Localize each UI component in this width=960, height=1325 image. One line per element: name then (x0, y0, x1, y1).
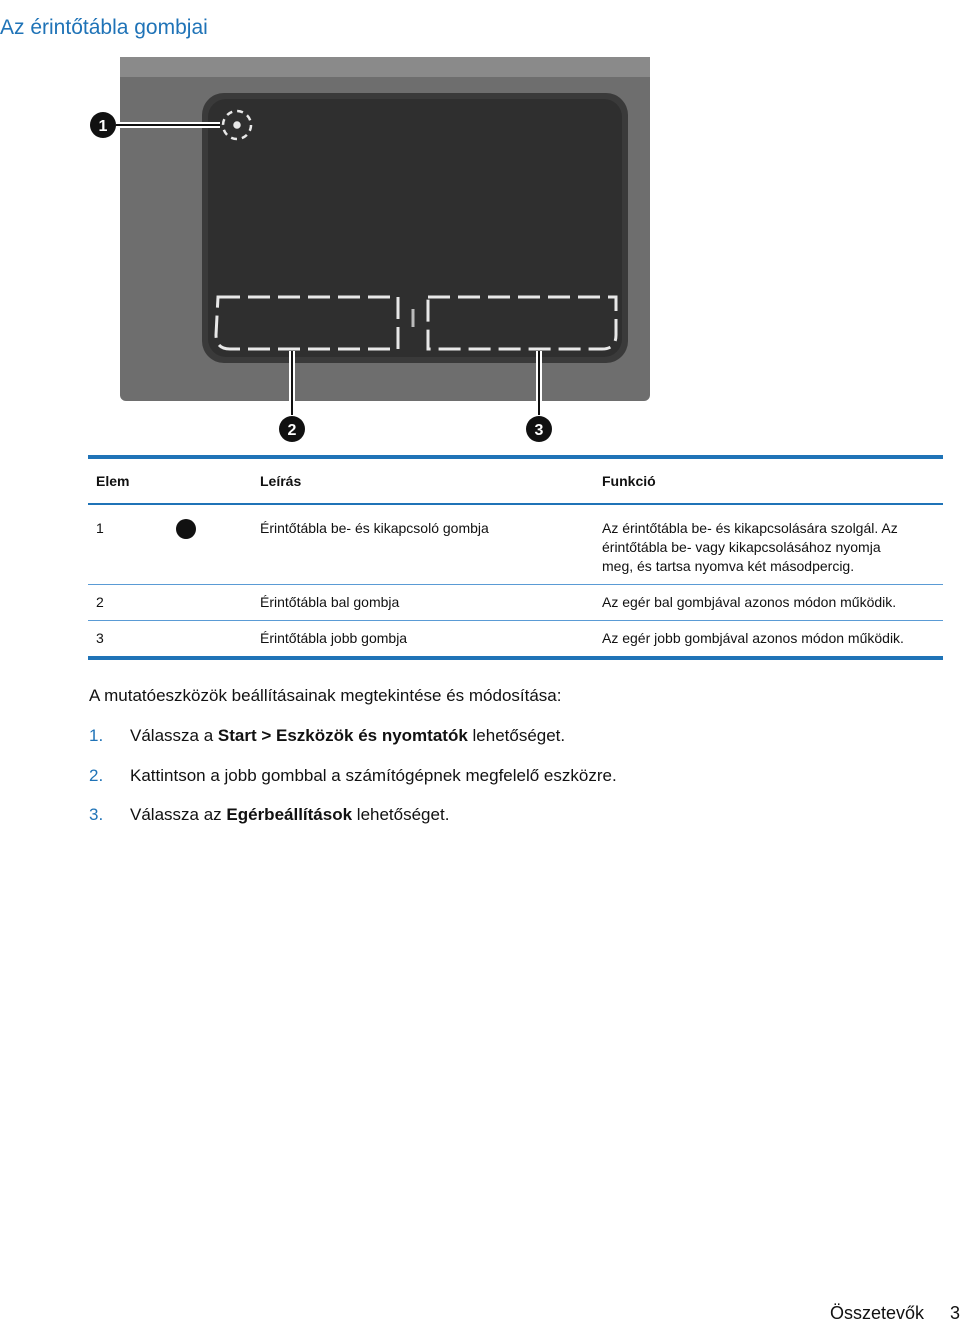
header-elem: Elem (96, 473, 130, 489)
header-desc: Leírás (260, 473, 302, 489)
footer-section: Összetevők (829, 1303, 924, 1323)
callout-2-label: 2 (287, 422, 297, 439)
row-elem: 1 (96, 520, 104, 536)
row-desc: Érintőtábla bal gombja (260, 594, 400, 610)
row-elem: 3 (96, 630, 104, 646)
table-row (88, 585, 943, 621)
row-func: Az egér bal gombjával azonos módon működik. (602, 594, 897, 610)
page-footer (830, 1303, 960, 1324)
table-row (88, 504, 943, 585)
table-header-row (88, 457, 943, 504)
callout-1-label: 1 (98, 118, 108, 135)
step-number: 3. (89, 805, 104, 824)
step-item: 3. Válassza az Egérbeállítások lehetőséget. (89, 805, 450, 824)
step-number: 2. (89, 765, 104, 785)
row-desc: Érintőtábla jobb gombja (260, 630, 408, 646)
step-number: 1. (89, 726, 104, 745)
row-elem: 2 (96, 594, 104, 610)
table-row (88, 621, 943, 659)
touchpad-illustration (80, 55, 680, 455)
row-func: Az egér jobb gombjával azonos módon működik. (602, 630, 904, 646)
touchpad-surface (208, 99, 622, 357)
page-title: Az érintőtábla gombjai (0, 16, 208, 40)
touchpad-figure (80, 55, 680, 455)
step-item: 1. Válassza a Start > Eszközök és nyomtatók lehetőséget. (89, 726, 566, 745)
touchpad-onoff-icon (176, 519, 196, 539)
component-table (88, 455, 943, 660)
row-func: Az érintőtábla be- és kikapcsolására szolgál. Az érintőtábla be- vagy kikapcsolásához nyomja meg, és tartsa nyomva két másodpercig. (602, 520, 898, 574)
instructions-intro: A mutatóeszközök beállításainak megtekintése és módosítása: (89, 686, 562, 705)
steps-list (89, 726, 617, 845)
header-func: Funkció (602, 473, 656, 489)
page-number: 3 (949, 1303, 960, 1323)
step-item: 2. Kattintson a jobb gombbal a számítógépnek megfelelő eszközre. (89, 765, 617, 785)
callout-3-label: 3 (534, 422, 544, 439)
row-desc: Érintőtábla be- és kikapcsoló gombja (260, 520, 489, 536)
